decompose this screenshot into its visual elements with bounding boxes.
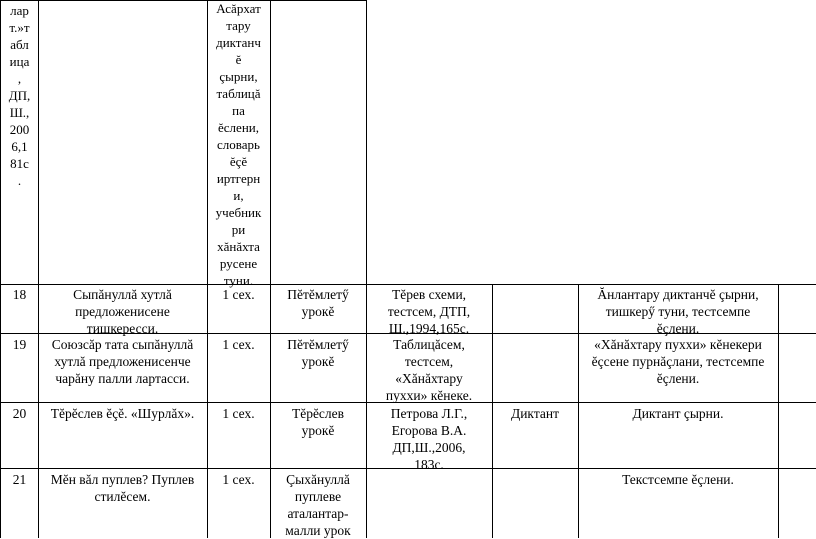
table-border-top bbox=[0, 0, 366, 1]
row-topic: Сыпăнуллă хутлă предложенисене тишкересси. bbox=[73, 287, 172, 336]
row-number: 21 bbox=[12, 472, 27, 487]
row-topic: Тĕрĕслев ĕçĕ. «Шурлăх». bbox=[50, 406, 195, 421]
row-number: 20 bbox=[12, 406, 27, 421]
row-work: Диктант çырни. bbox=[632, 406, 724, 421]
row-materials: Тĕрев схеми, тестсем, ДТП, Ш.,1994,165с. bbox=[387, 287, 471, 336]
row-hours: 1 сех. bbox=[222, 472, 255, 487]
row-lesson-type: Пĕтĕмлетӳ урокĕ bbox=[287, 287, 349, 319]
row-lesson-type: Пĕтĕмлетӳ урокĕ bbox=[287, 337, 349, 369]
row-materials: Таблицăсем, тестсем, «Хăнăхтару пуххи» кĕнеке. bbox=[385, 337, 473, 403]
row-lesson-type: Çыхăнуллă пуплеве аталантар- малли урок bbox=[285, 472, 351, 538]
row-work: Ăнлантару диктанчĕ çырни, тишкерӳ туни, тестсемпе ĕçлени. bbox=[597, 287, 759, 336]
row-work: Текстсемпе ĕçлени. bbox=[622, 472, 734, 487]
col-divider-1 bbox=[38, 0, 39, 538]
row-work: «Хăнăхтару пуххи» кĕнекери ĕçсене пурнăçлани, тестсемпе ĕçлени. bbox=[591, 337, 765, 386]
row-topic: Союзсăр тата сыпăнуллă хутлă предложенисенче чарăну палли лартасси. bbox=[51, 337, 194, 386]
row-control: Диктант bbox=[511, 406, 559, 421]
col-divider-3 bbox=[270, 0, 271, 538]
row-number: 18 bbox=[12, 287, 27, 302]
col-divider-7 bbox=[778, 284, 779, 538]
row-hours: 1 сех. bbox=[222, 337, 255, 352]
row-topic: Мĕн вăл пуплев? Пуплев стилĕсем. bbox=[50, 472, 195, 504]
top-cell-work: Асăрхат тару диктанч ĕ çырни, таблицă па ĕслени, словарь ĕçĕ иртгерн и, учебник ри хăнăхта русене туни. bbox=[215, 1, 262, 288]
row-hours: 1 сех. bbox=[222, 406, 255, 421]
row-divider-18 bbox=[0, 284, 816, 285]
row-number: 19 bbox=[12, 337, 27, 352]
top-cell-source: лар т.»т абл ица , ДП, Ш., 200 6,1 81с . bbox=[8, 3, 31, 188]
row-hours: 1 сех. bbox=[222, 287, 255, 302]
row-materials: Петрова Л.Г., Егорова В.А. ДП,Ш.,2006, 183с. bbox=[390, 406, 468, 472]
row-lesson-type: Тĕрĕслев урокĕ bbox=[291, 406, 345, 438]
